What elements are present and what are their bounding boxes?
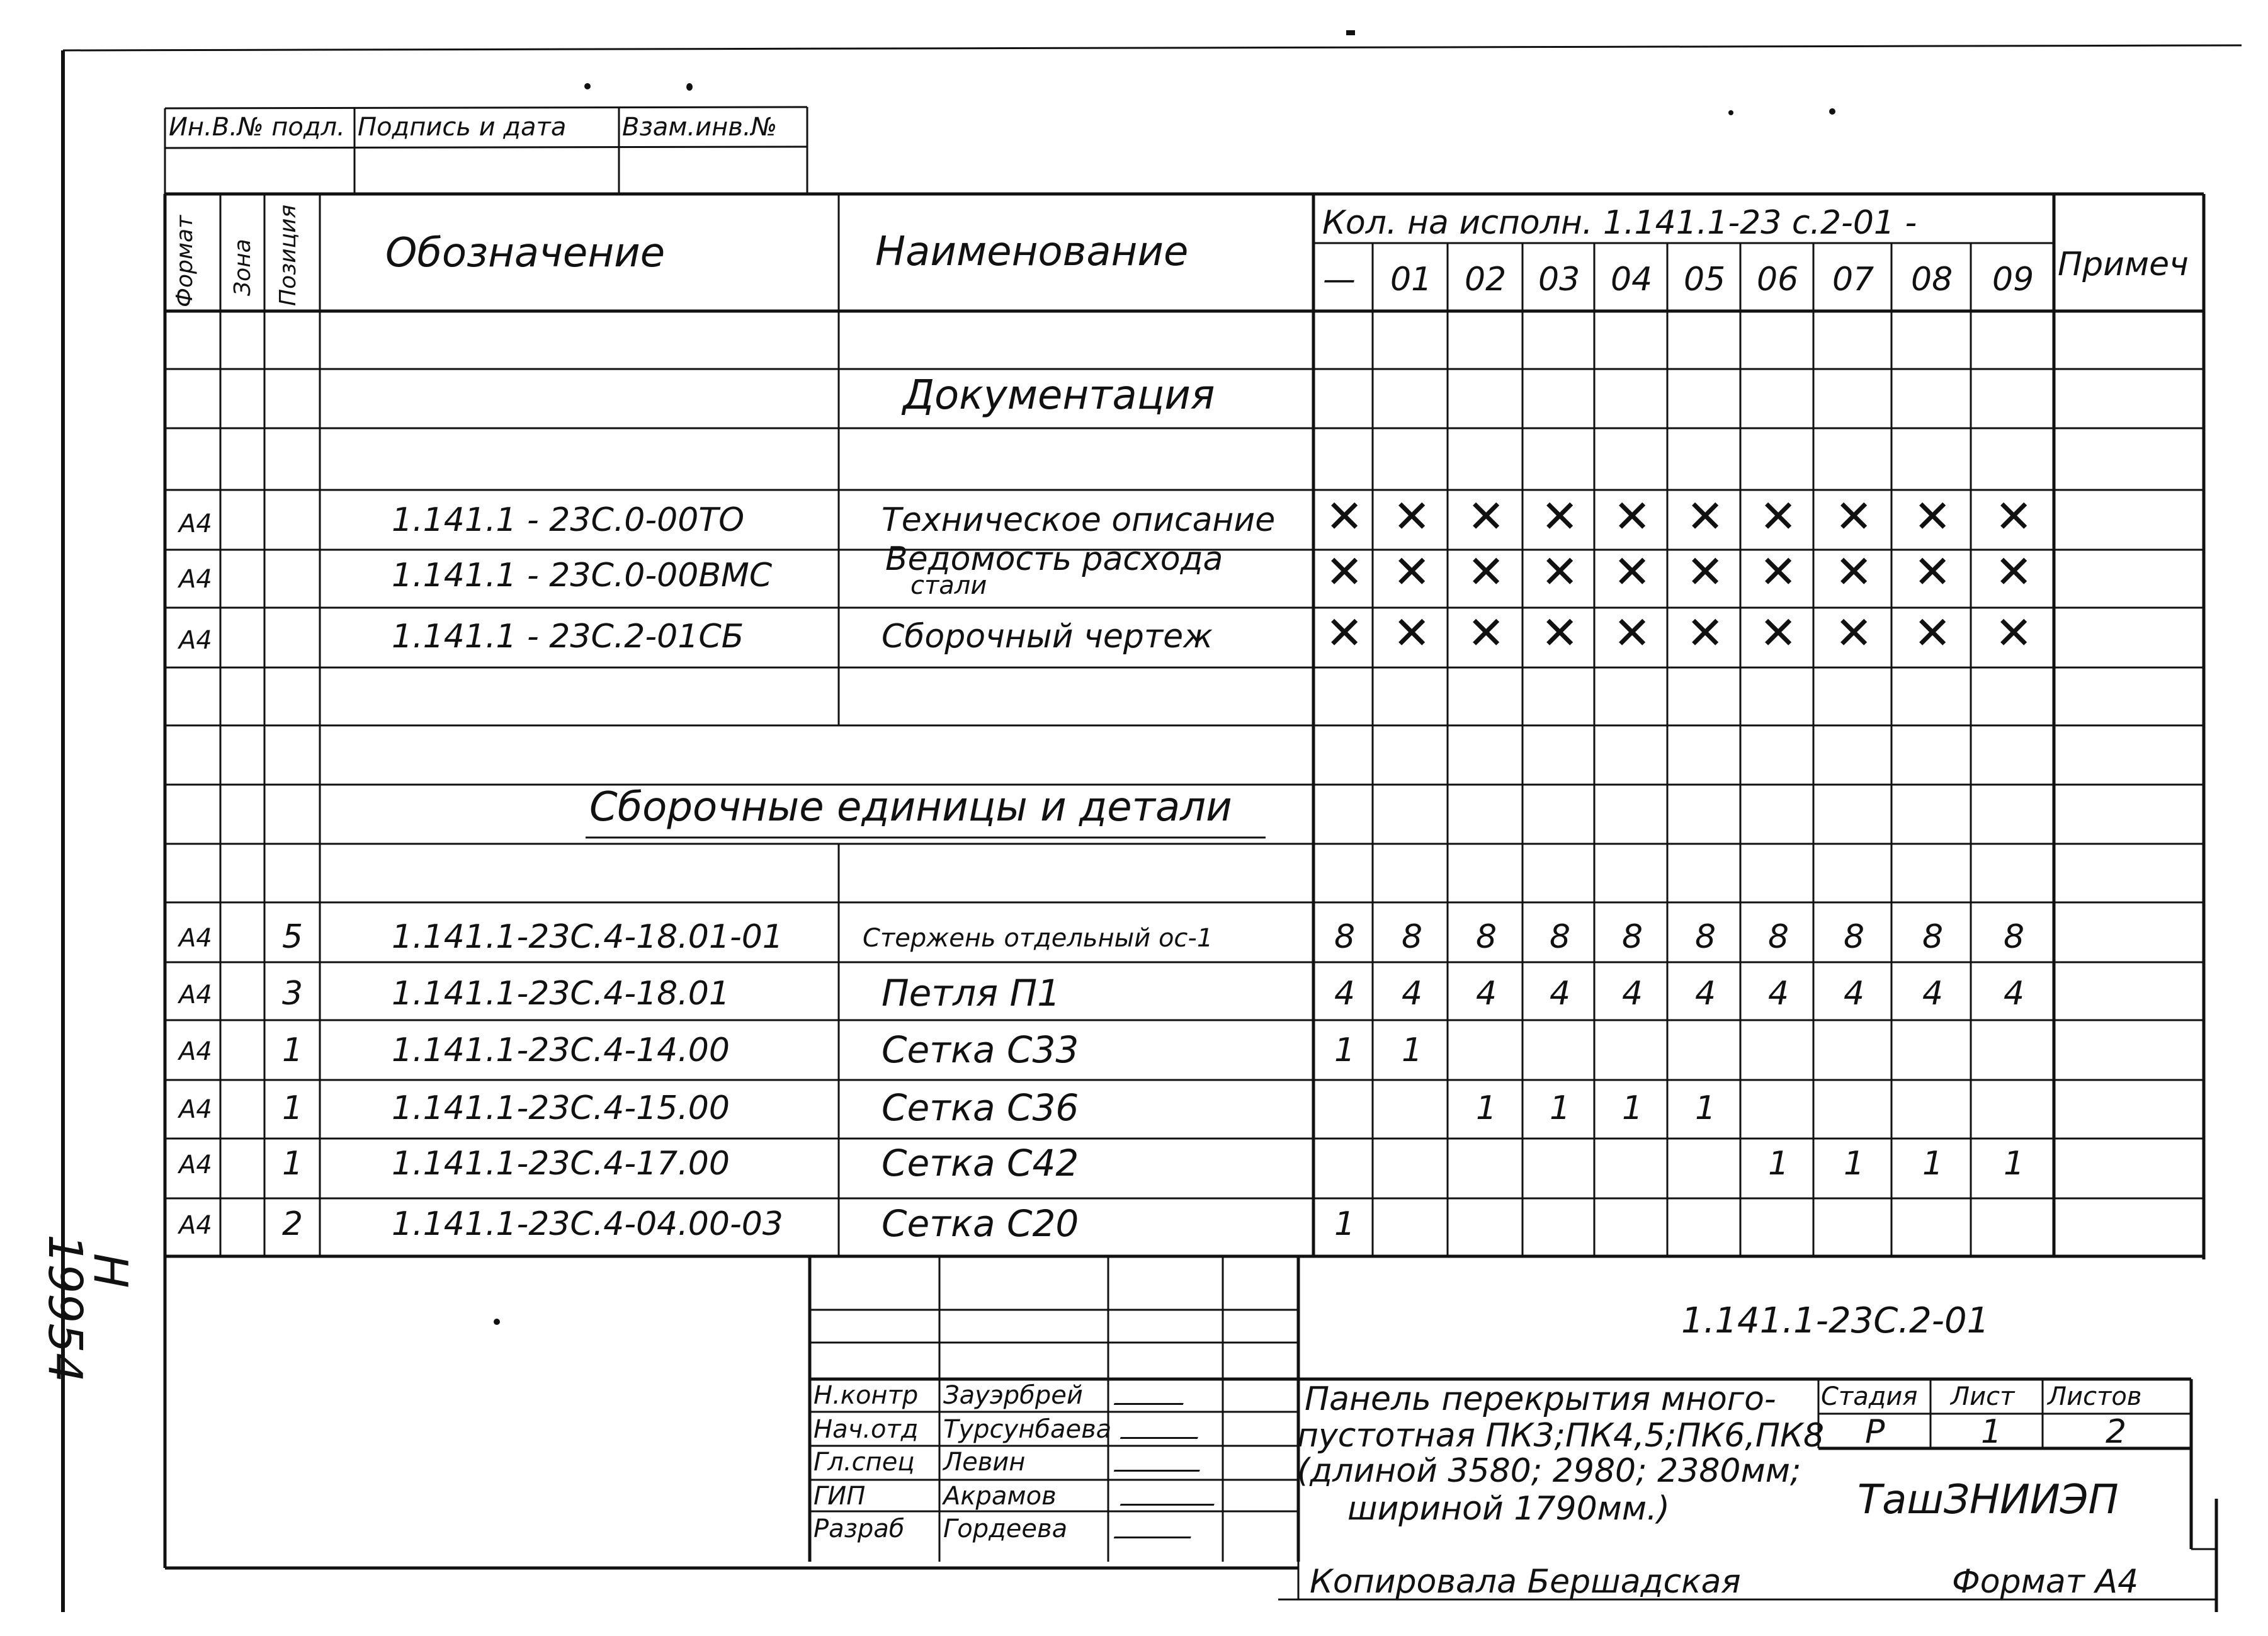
part-quantity: 1	[1476, 1089, 1497, 1127]
doc-applicability-mark: ✕	[1613, 490, 1652, 543]
variant-header: 02	[1465, 261, 1507, 298]
doc-applicability-mark: ✕	[1541, 606, 1579, 659]
part-format: А4	[179, 980, 212, 1009]
scan-dot	[1346, 30, 1355, 35]
doc-applicability-mark: ✕	[1759, 606, 1798, 659]
part-name: Сетка С20	[882, 1202, 1079, 1245]
title-role: ГИП	[814, 1482, 866, 1511]
section-assemblies: Сборочные единицы и детали	[589, 784, 1232, 831]
side-inventory-number: 19954	[38, 1234, 92, 1383]
title-line-3: (длиной 3580; 2980; 2380мм;	[1297, 1452, 1801, 1490]
signature	[1114, 1520, 1198, 1538]
scan-dot	[584, 83, 591, 89]
doc-format: А4	[179, 509, 212, 538]
part-quantity: 8	[1768, 918, 1789, 956]
doc-applicability-mark: ✕	[1759, 490, 1798, 543]
variant-header: 01	[1390, 261, 1432, 298]
part-quantity: 1	[1550, 1089, 1571, 1127]
part-quantity: 4	[1550, 975, 1571, 1013]
part-name: Сетка С33	[882, 1028, 1079, 1071]
variant-header: 06	[1757, 261, 1799, 298]
part-quantity: 4	[1922, 975, 1944, 1013]
stamp-vzam-inv-label: Взам.инв.№	[622, 113, 778, 142]
part-quantity: 8	[1695, 918, 1716, 956]
scan-dot	[1829, 108, 1835, 115]
part-name: Сетка С42	[882, 1142, 1079, 1184]
variant-header: 07	[1832, 261, 1874, 298]
stamp-signature-date-label: Подпись и дата	[358, 113, 567, 142]
scan-dot	[686, 83, 693, 91]
part-quantity: 1	[1622, 1089, 1643, 1127]
part-format: А4	[179, 1037, 212, 1066]
section-documentation: Документация	[903, 372, 1215, 419]
header-position: Позиция	[275, 204, 301, 306]
title-line-2: пустотная ПК3;ПК4,5;ПК6,ПК8	[1297, 1417, 1825, 1455]
doc-format: А4	[179, 626, 212, 655]
variant-header: 03	[1538, 261, 1580, 298]
doc-name: Техническое описание	[882, 501, 1276, 539]
part-quantity: 1	[1402, 1031, 1423, 1069]
part-format: А4	[179, 1150, 212, 1179]
part-quantity: 4	[1768, 975, 1789, 1013]
signature	[1114, 1387, 1190, 1405]
stamp-inv-podl-label: Ин.В.№ подл.	[169, 113, 345, 142]
part-quantity: 4	[1844, 975, 1865, 1013]
doc-applicability-mark: ✕	[1686, 545, 1725, 598]
doc-applicability-mark: ✕	[1835, 545, 1873, 598]
doc-applicability-mark: ✕	[1393, 545, 1431, 598]
doc-applicability-mark: ✕	[1914, 545, 1952, 598]
title-person: Акрамов	[943, 1482, 1057, 1511]
doc-name-line2: стали	[910, 571, 987, 600]
part-quantity: 4	[2004, 975, 2025, 1013]
header-naimenovanie: Наименование	[875, 229, 1189, 275]
signature	[1114, 1453, 1206, 1472]
variant-header: 05	[1684, 261, 1726, 298]
part-designation: 1.141.1-23С.4-17.00	[392, 1145, 730, 1183]
listov-label: Листов	[2048, 1382, 2142, 1411]
variant-header: 04	[1611, 261, 1653, 298]
listov-value: 2	[2106, 1413, 2127, 1451]
part-designation: 1.141.1-23С.4-14.00	[392, 1031, 730, 1069]
title-person: Турсунбаева	[943, 1415, 1112, 1444]
title-line-1: Панель перекрытия много-	[1305, 1380, 1776, 1418]
doc-applicability-mark: ✕	[1467, 606, 1505, 659]
doc-applicability-mark: ✕	[1393, 606, 1431, 659]
scan-dot	[1728, 110, 1733, 115]
variant-header: 08	[1911, 261, 1953, 298]
part-quantity: 1	[1844, 1145, 1865, 1183]
side-letter: Н	[83, 1253, 137, 1288]
list-label: Лист	[1951, 1382, 2015, 1411]
doc-applicability-mark: ✕	[1686, 606, 1725, 659]
header-variants-caption: Кол. на исполн. 1.141.1-23 с.2-01 -	[1322, 204, 1917, 242]
title-line-4: шириной 1790мм.)	[1347, 1490, 1670, 1528]
title-role: Н.контр	[814, 1381, 919, 1410]
part-quantity: 4	[1476, 975, 1497, 1013]
doc-applicability-mark: ✕	[1995, 606, 2033, 659]
title-doc-number: 1.141.1-23С.2-01	[1681, 1300, 1990, 1341]
part-quantity: 1	[1695, 1089, 1716, 1127]
part-position: 2	[282, 1205, 303, 1243]
part-position: 1	[282, 1089, 303, 1127]
doc-applicability-mark: ✕	[1686, 490, 1725, 543]
doc-applicability-mark: ✕	[1541, 545, 1579, 598]
doc-applicability-mark: ✕	[1467, 545, 1505, 598]
doc-designation: 1.141.1 - 23С.2-01СБ	[392, 618, 744, 656]
part-quantity: 8	[1622, 918, 1643, 956]
doc-name: Сборочный чертеж	[882, 618, 1213, 656]
header-primech: Примеч	[2058, 246, 2189, 283]
part-designation: 1.141.1-23С.4-15.00	[392, 1089, 730, 1127]
doc-applicability-mark: ✕	[1325, 545, 1364, 598]
doc-applicability-mark: ✕	[1995, 490, 2033, 543]
part-quantity: 4	[1334, 975, 1356, 1013]
title-person: Зауэрбрей	[943, 1381, 1083, 1410]
part-name: Стержень отдельный ос-1	[863, 924, 1213, 953]
doc-applicability-mark: ✕	[1325, 606, 1364, 659]
footer-format: Формат А4	[1952, 1563, 2139, 1601]
header-oboznachenie: Обозначение	[385, 230, 666, 276]
part-quantity: 8	[1550, 918, 1571, 956]
part-quantity: 8	[1402, 918, 1423, 956]
part-position: 1	[282, 1031, 303, 1069]
doc-applicability-mark: ✕	[1541, 490, 1579, 543]
doc-format: А4	[179, 565, 212, 594]
part-position: 1	[282, 1145, 303, 1183]
part-quantity: 1	[1768, 1145, 1789, 1183]
part-designation: 1.141.1-23С.4-18.01	[392, 975, 730, 1013]
doc-designation: 1.141.1 - 23С.0-00ТО	[392, 501, 745, 539]
part-quantity: 1	[1334, 1205, 1356, 1243]
title-person: Гордеева	[943, 1514, 1068, 1543]
doc-applicability-mark: ✕	[1759, 545, 1798, 598]
title-person: Левин	[943, 1448, 1026, 1477]
part-name: Петля П1	[882, 972, 1060, 1014]
part-quantity: 1	[1922, 1145, 1944, 1183]
part-quantity: 4	[1402, 975, 1423, 1013]
title-role: Нач.отд	[814, 1415, 919, 1444]
doc-applicability-mark: ✕	[1393, 490, 1431, 543]
doc-applicability-mark: ✕	[1835, 490, 1873, 543]
part-quantity: 1	[1334, 1031, 1356, 1069]
part-quantity: 8	[1844, 918, 1865, 956]
doc-applicability-mark: ✕	[1995, 545, 2033, 598]
signature	[1120, 1421, 1205, 1439]
part-position: 5	[282, 918, 303, 956]
part-format: А4	[179, 1095, 212, 1124]
header-zona: Зона	[230, 239, 256, 296]
part-quantity: 8	[1476, 918, 1497, 956]
doc-applicability-mark: ✕	[1914, 490, 1952, 543]
list-value: 1	[1981, 1413, 2002, 1451]
doc-applicability-mark: ✕	[1613, 545, 1652, 598]
title-role: Гл.спец	[814, 1448, 915, 1477]
stadiya-value: Р	[1865, 1413, 1885, 1451]
organization: ТашЗНИИЭП	[1857, 1477, 2119, 1523]
doc-name: Ведомость расхода	[885, 540, 1223, 578]
part-quantity: 4	[1695, 975, 1716, 1013]
part-quantity: 8	[2004, 918, 2025, 956]
doc-applicability-mark: ✕	[1467, 490, 1505, 543]
part-quantity: 8	[1922, 918, 1944, 956]
variant-header: 09	[1992, 261, 2034, 298]
doc-applicability-mark: ✕	[1914, 606, 1952, 659]
part-quantity: 1	[2004, 1145, 2025, 1183]
title-role: Разраб	[814, 1514, 905, 1543]
signature	[1120, 1487, 1221, 1506]
part-quantity: 4	[1622, 975, 1643, 1013]
doc-applicability-mark: ✕	[1613, 606, 1652, 659]
part-designation: 1.141.1-23С.4-04.00-03	[392, 1205, 783, 1243]
doc-applicability-mark: ✕	[1325, 490, 1364, 543]
variant-header: —	[1323, 261, 1356, 298]
footer-copied-by: Копировала Бершадская	[1310, 1563, 1741, 1601]
part-position: 3	[282, 975, 303, 1013]
part-quantity: 8	[1334, 918, 1356, 956]
stadiya-label: Стадия	[1821, 1382, 1918, 1411]
part-format: А4	[179, 924, 212, 953]
doc-designation: 1.141.1 - 23С.0-00ВМС	[392, 557, 773, 594]
doc-applicability-mark: ✕	[1835, 606, 1873, 659]
part-name: Сетка С36	[882, 1086, 1079, 1129]
scan-dot	[494, 1319, 500, 1325]
part-format: А4	[179, 1211, 212, 1240]
header-format: Формат	[172, 215, 198, 307]
part-designation: 1.141.1-23С.4-18.01-01	[392, 918, 783, 956]
